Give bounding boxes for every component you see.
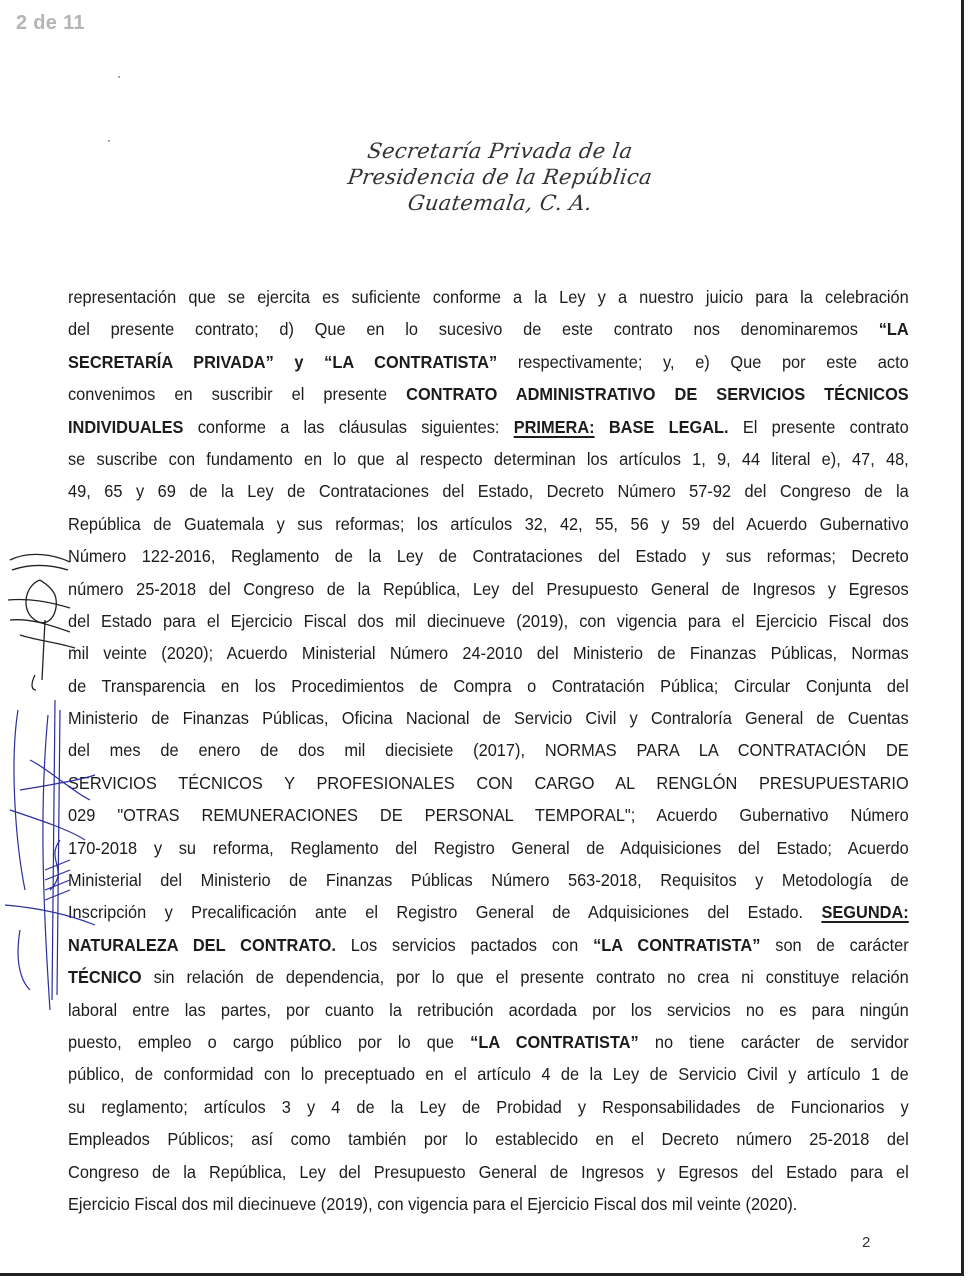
text-segment: Congreso de la República, Ley del Presupuesto General de Ingresos y Egresos del Estado para el	[68, 1161, 909, 1182]
text-segment: se suscribe con fundamento en lo que al respecto determinan los artículos 1, 9, 44 literal e), 47, 48,	[68, 448, 909, 469]
text-line	[68, 734, 909, 766]
text-segment: no tiene carácter de servidor	[638, 1031, 909, 1052]
text-segment: representación que se ejercita es suficiente conforme a la Ley y a nuestro juicio para la celebración	[68, 287, 909, 307]
page-indicator: 2 de 11	[16, 12, 85, 34]
scan-speck	[118, 76, 120, 78]
text-segment: del Estado para el Ejercicio Fiscal dos mil diecinueve (2019), con vigencia para el Ejercicio Fiscal dos	[68, 610, 909, 631]
text-segment: público, de conformidad con lo preceptuado en el artículo 4 de la Ley de Servicio Civil y artículo 1 de	[68, 1064, 909, 1085]
text-segment: respectivamente; y, e) Que por este acto	[497, 351, 909, 372]
text-segment: son de carácter	[760, 934, 909, 955]
text-segment: Inscripción y Precalificación ante el Registro General de Adquisiciones del Estado.	[68, 902, 822, 923]
bold-text: NATURALEZA DEL CONTRATO.	[68, 934, 336, 955]
contract-body	[68, 281, 909, 1220]
text-line	[68, 637, 909, 669]
text-line	[68, 573, 909, 605]
text-segment: laboral entre las partes, por cuanto la retribución acordada por los servicios no es para ningún	[68, 999, 909, 1020]
text-segment: puesto, empleo o cargo público por lo que	[68, 1031, 471, 1052]
text-segment: mil veinte (2020); Acuerdo Ministerial Número 24-2010 del Ministerio de Finanzas Públicas, Normas	[68, 643, 909, 664]
text-line	[68, 508, 909, 540]
text-segment: sin relación de dependencia, por lo que el presente contrato no crea ni constituye relación	[141, 967, 909, 988]
bold-text: SECRETARÍA PRIVADA” y “LA CONTRATISTA”	[68, 351, 498, 372]
text-line	[68, 540, 909, 572]
text-segment: del mes de enero de dos mil diecisiete (2017), NORMAS PARA LA CONTRATACIÓN DE	[68, 740, 909, 761]
letterhead	[340, 138, 660, 216]
text-segment: número 25-2018 del Congreso de la República, Ley del Presupuesto General de Ingresos y Egresos	[68, 578, 909, 599]
text-line	[68, 961, 909, 993]
scan-speck	[108, 140, 110, 142]
page-number: 2	[862, 1234, 871, 1251]
text-segment: convenimos en suscribir el presente	[68, 384, 407, 405]
text-segment: de Transparencia en los Procedimientos de Compra o Contratación Pública; Circular Conjunta del	[68, 675, 909, 696]
text-line	[68, 1188, 909, 1220]
letterhead-line-3: Guatemala, C. A.	[406, 191, 594, 215]
text-line	[68, 864, 909, 896]
text-segment: conforme a las cláusulas siguientes:	[183, 416, 514, 437]
bold-text: INDIVIDUALES	[68, 416, 184, 437]
text-segment: del presente contrato; d) Que en lo sucesivo de este contrato nos denominaremos	[68, 319, 879, 340]
text-segment: 49, 65 y 69 de la Ley de Contrataciones del Estado, Decreto Número 57-92 del Congreso de la	[68, 481, 909, 502]
text-segment: Ministerial del Ministerio de Finanzas Públicas Número 563-2018, Requisitos y Metodología de	[68, 870, 909, 891]
text-line	[68, 832, 909, 864]
text-line	[68, 1091, 909, 1123]
bold-text: TÉCNICO	[68, 967, 142, 988]
text-segment: Ejercicio Fiscal dos mil diecinueve (2019), con vigencia para el Ejercicio Fiscal dos mil veinte (2020).	[68, 1193, 798, 1214]
text-segment: Número 122-2016, Reglamento de la Ley de Contrataciones del Estado y sus reformas; Decreto	[68, 546, 909, 567]
text-line	[68, 346, 909, 378]
bold-text: “LA	[878, 319, 909, 340]
text-line	[68, 475, 909, 507]
bold-text: CONTRATO ADMINISTRATIVO DE SERVICIOS TÉCNICOS	[406, 384, 909, 405]
text-segment: Empleados Públicos; así como también por lo establecido en el Decreto número 25-2018 del	[68, 1129, 909, 1150]
text-line	[68, 443, 909, 475]
text-line	[68, 313, 909, 345]
text-line	[68, 378, 909, 410]
text-segment: su reglamento; artículos 3 y 4 de la Ley de Probidad y Responsabilidades de Funcionarios y	[68, 1096, 909, 1117]
text-line	[68, 994, 909, 1026]
clause-heading: SEGUNDA:	[821, 902, 909, 923]
text-line	[68, 896, 909, 928]
text-segment: República de Guatemala y sus reformas; los artículos 32, 42, 55, 56 y 59 del Acuerdo Gubernativo	[68, 513, 909, 534]
bold-text: “LA CONTRATISTA”	[593, 934, 761, 955]
text-line	[68, 929, 909, 961]
text-segment: 029 "OTRAS REMUNERACIONES DE PERSONAL TEMPORAL"; Acuerdo Gubernativo Número	[68, 805, 909, 826]
bold-text: “LA CONTRATISTA”	[470, 1031, 639, 1052]
text-segment: El presente contrato	[728, 416, 909, 437]
text-line	[68, 1156, 909, 1188]
text-line	[68, 605, 909, 637]
handwritten-signature-icon	[0, 540, 120, 1020]
letterhead-line-2: Presidencia de la República	[346, 165, 654, 189]
text-segment: Los servicios pactados con	[335, 934, 594, 955]
text-segment: SERVICIOS TÉCNICOS Y PROFESIONALES CON CARGO AL RENGLÓN PRESUPUESTARIO	[68, 772, 909, 793]
text-segment: Ministerio de Finanzas Públicas, Oficina Nacional de Servicio Civil y Contraloría General de Cuentas	[68, 708, 909, 729]
text-line	[68, 1058, 909, 1090]
text-line	[68, 799, 909, 831]
text-line	[68, 411, 909, 443]
text-line	[68, 1123, 909, 1155]
text-line	[68, 1026, 909, 1058]
text-line	[68, 767, 909, 799]
clause-heading: PRIMERA:	[513, 416, 595, 437]
text-line	[68, 670, 909, 702]
letterhead-line-1: Secretaría Privada de la	[365, 139, 635, 163]
text-line	[68, 702, 909, 734]
text-segment: 170-2018 y su reforma, Reglamento del Registro General de Adquisiciones del Estado; Acuerdo	[68, 837, 909, 858]
text-line	[68, 281, 909, 313]
bold-text: BASE LEGAL.	[594, 416, 729, 437]
